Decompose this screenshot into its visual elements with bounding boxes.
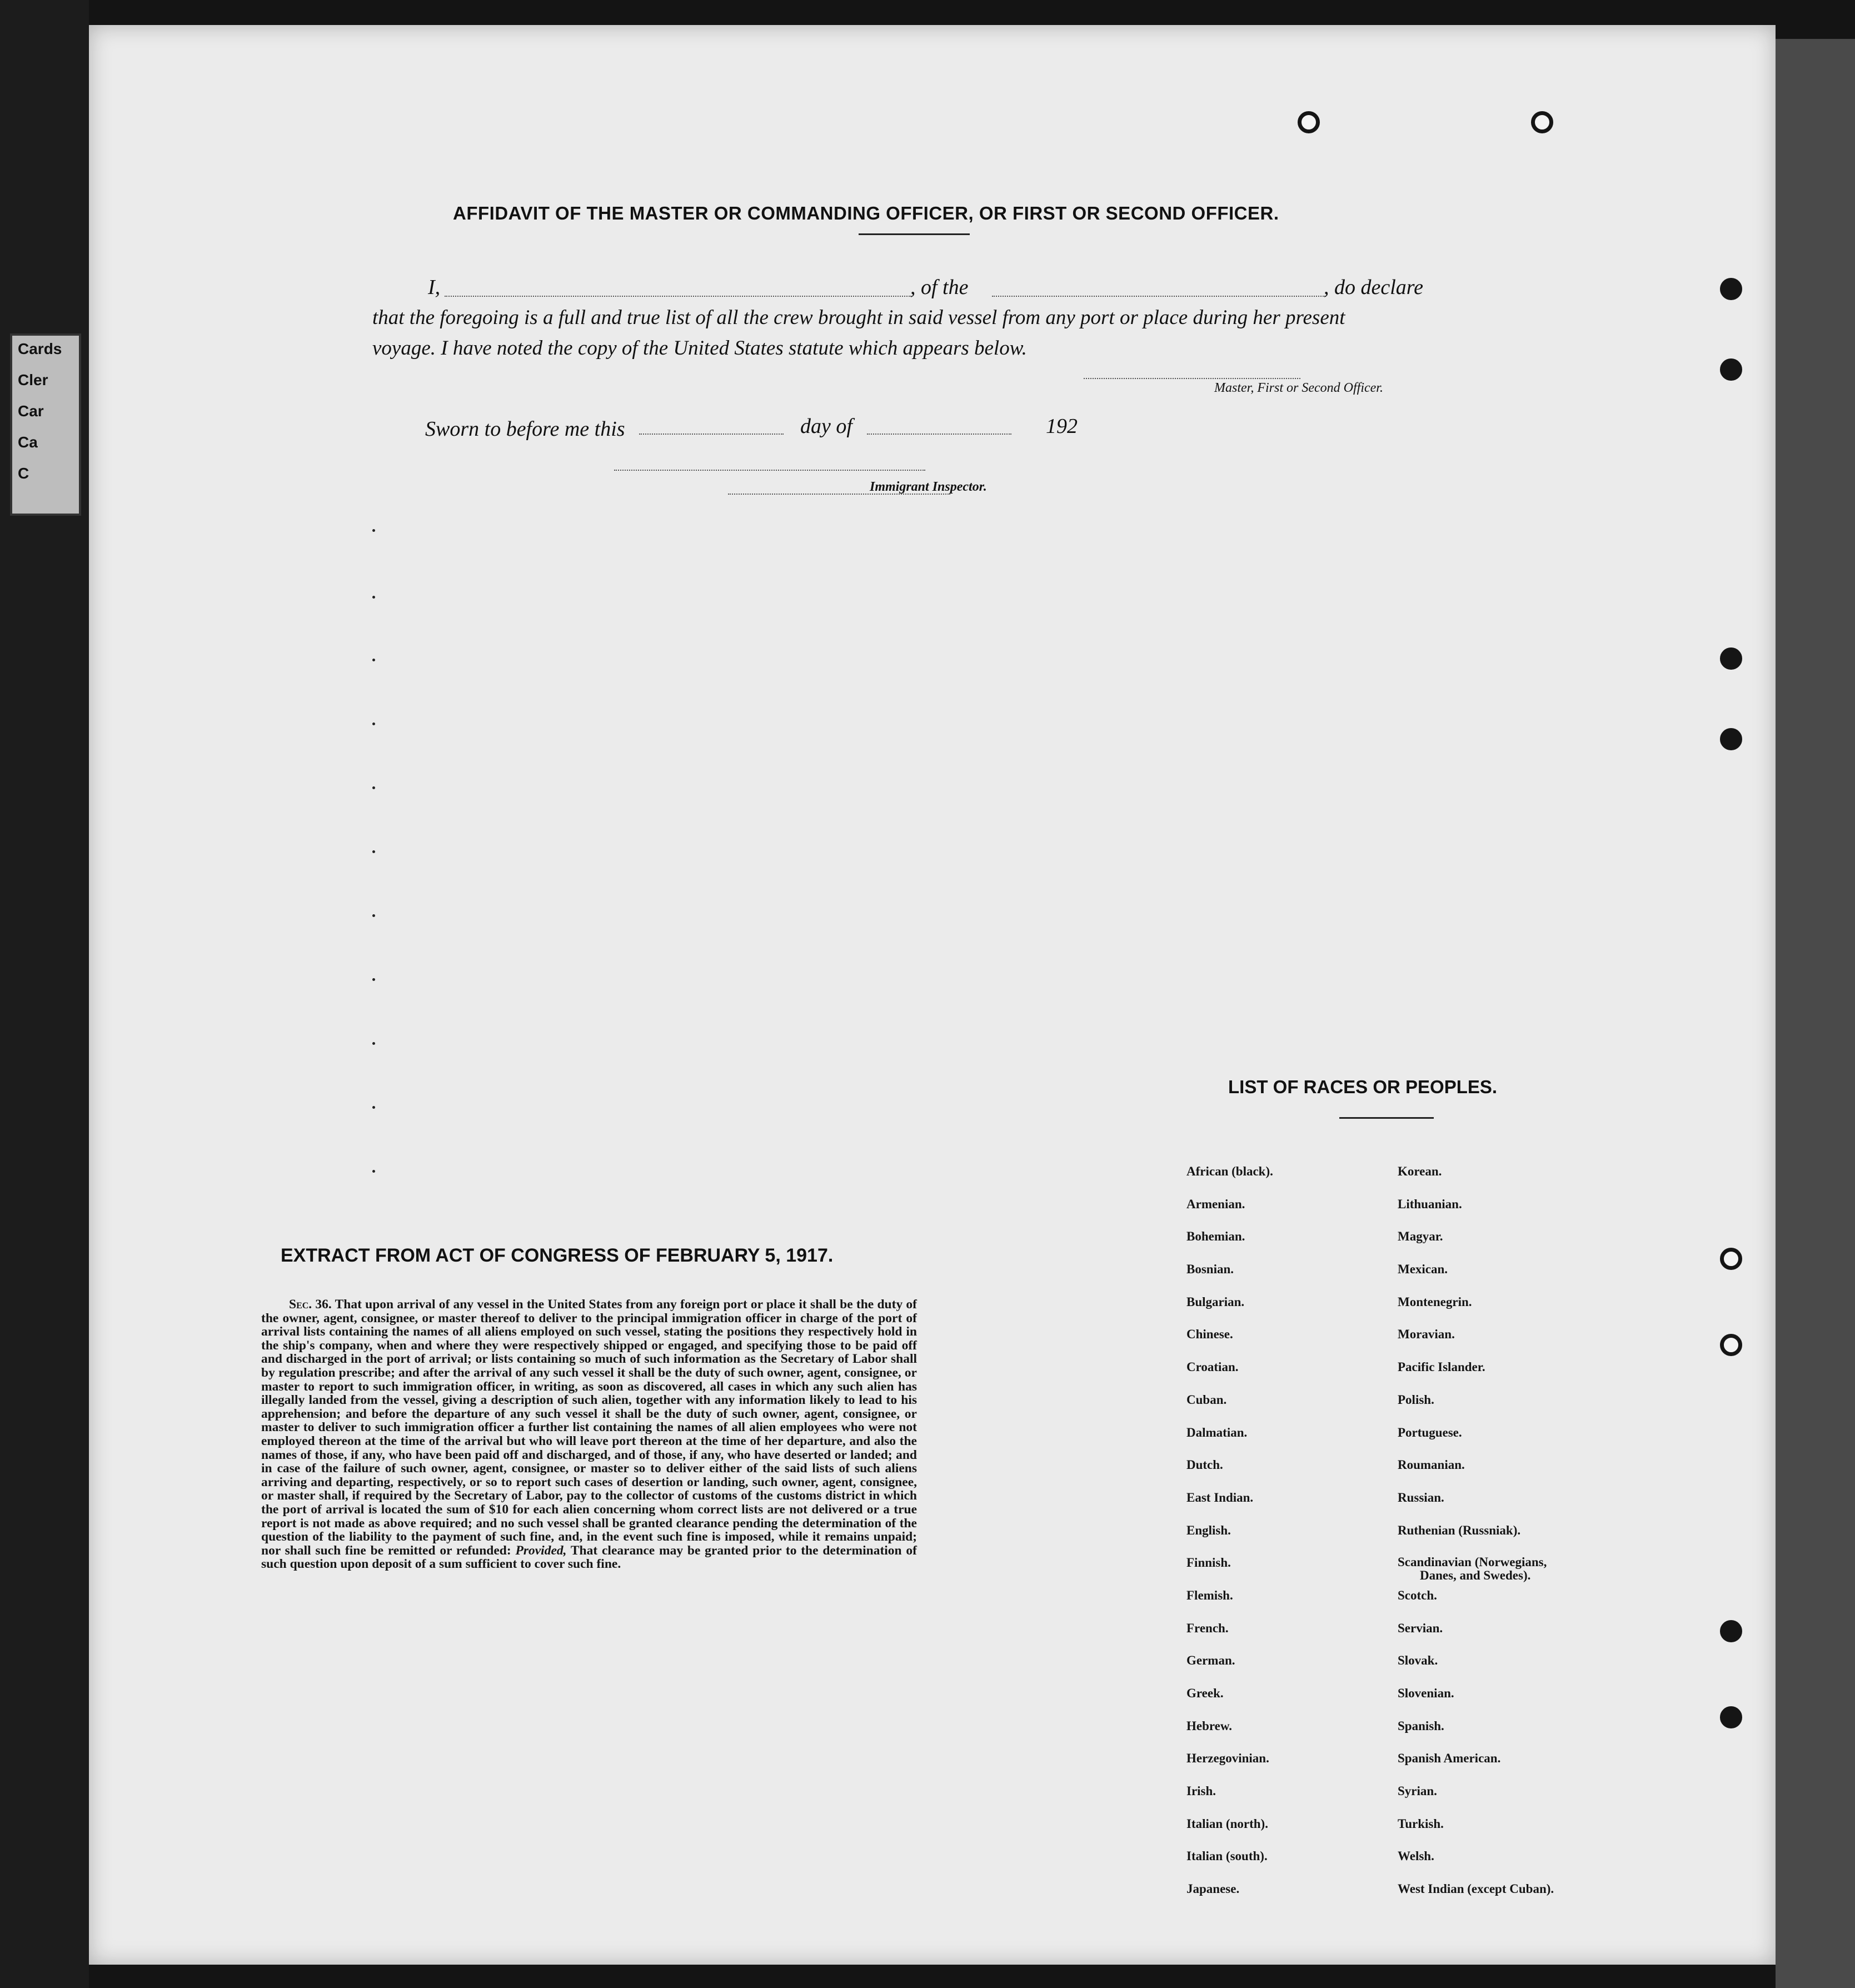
race-item: Welsh. (1398, 1849, 1434, 1864)
race-item: Mexican. (1398, 1262, 1448, 1277)
race-item: Moravian. (1398, 1327, 1455, 1342)
race-item: Hebrew. (1186, 1718, 1232, 1733)
race-item: French. (1186, 1621, 1229, 1635)
race-item: Servian. (1398, 1621, 1443, 1635)
race-item (1398, 1556, 1554, 1588)
master-signature-label: Master, First or Second Officer. (1214, 381, 1383, 395)
race-item-scandinavian-cont: Danes, and Swedes). (1420, 1568, 1531, 1583)
race-item: Finnish. (1186, 1556, 1231, 1570)
race-item: Bulgarian. (1186, 1294, 1245, 1309)
race-item: East Indian. (1186, 1490, 1254, 1504)
race-item: Spanish. (1398, 1718, 1444, 1733)
margin-dot (372, 723, 375, 725)
race-item: Dalmatian. (1186, 1425, 1248, 1439)
race-item: Lithuanian. (1398, 1197, 1462, 1211)
binder-hole-icon (1720, 1706, 1742, 1728)
year-label: 192 (1046, 415, 1078, 438)
race-item: Syrian. (1398, 1784, 1437, 1798)
race-item: Spanish American. (1398, 1751, 1501, 1766)
race-item: Montenegrin. (1398, 1294, 1472, 1309)
race-item: Greek. (1186, 1686, 1224, 1700)
extract-heading: EXTRACT FROM ACT OF CONGRESS OF FEBRUARY 5, 1917. (281, 1245, 834, 1266)
race-item: Ruthenian (Russniak). (1398, 1523, 1521, 1537)
card-index-tab (10, 333, 81, 516)
extract-body-text (261, 1298, 917, 1571)
affidavit-i-label: I, (428, 276, 441, 299)
race-item: Portuguese. (1398, 1425, 1462, 1439)
sworn-day-field[interactable] (639, 434, 784, 435)
margin-dot (372, 659, 375, 661)
races-heading-rule (1339, 1117, 1434, 1119)
race-item: African (black). (1186, 1164, 1273, 1178)
day-of-label: day of (800, 415, 852, 438)
margin-dot (372, 978, 375, 981)
binder-hole-icon (1720, 728, 1742, 750)
binder-hole-icon (1720, 647, 1742, 670)
race-item: Japanese. (1186, 1882, 1240, 1896)
race-item: Scotch. (1398, 1588, 1437, 1602)
margin-dot (372, 1106, 375, 1109)
document-page (89, 25, 1776, 1965)
margin-dot (372, 1042, 375, 1045)
race-item-scandinavian: Scandinavian (Norwegians, (1398, 1555, 1547, 1570)
left-border-strip (0, 0, 89, 1988)
inspector-label: Immigrant Inspector. (870, 480, 987, 494)
race-item: Irish. (1186, 1784, 1216, 1798)
affidavit-of-the-label: , of the (910, 276, 969, 299)
binder-hole-icon (1720, 1334, 1742, 1356)
extract-body-end: That clearance may be granted prior to the determination of such question upon deposit of a sum sufficient to cover such fine. (261, 1543, 917, 1572)
race-item: Slovenian. (1398, 1686, 1454, 1700)
margin-dot (372, 529, 375, 532)
race-item: West Indian (except Cuban). (1398, 1882, 1554, 1896)
race-item: Bohemian. (1186, 1229, 1245, 1244)
sworn-label: Sworn to before me this (425, 417, 625, 441)
extract-body: That upon arrival of any vessel in the United States from any foreign port or place it shall be the duty of the owner, agent, consignee, or master thereof to deliver to the principal immigration officer in charge of the port of arrival lists containing the names of all aliens employed on such vessel, stating the positions they respectively hold in the ship's company, when and where they were respectively shipped or engaged, and specifying those to be paid off and discharged in the port of arrival; or lists containing so much of such information as the Secretary of Labor shall by regulation prescribe; and after the arrival of any such vessel it shall be the duty of such owner, agent, consignee, or master to report to such immigration officer, in writing, as soon as discovered, all cases in which any such alien has illegally landed from the vessel, giving a description of such alien, together with any information likely to lead to his apprehension; and before the departure of any such vessel it shall be the duty of such owner, agent, consignee, or master to deliver to such immigration officer a further list containing the names of all alien employees who were not employed thereon at the time of the arrival but who will leave port thereon at the time of her departure, and also the names of those, if any, who have been paid off and discharged, and of those, if any, who have deserted or landed; and in case of the failure of such owner, agent, consignee, or master so to deliver either of the said lists of such aliens arriving and departing, respectively, or so to report such cases of desertion or landing, such owner, agent, consignee, or master shall, if required by the Secretary of Labor, pay to the collector of customs of the customs district in which the port of arrival is located the sum of $10 for each alien concerning whom correct lists are not delivered or a true report is not made as above required; and no such vessel shall be granted clearance pending the determination of the question of the liability to the payment of such fine, and, in the event such fine is imposed, while it remains unpaid; nor shall such fine be remitted or refunded: (261, 1297, 917, 1558)
card-tab-label-5: C (18, 465, 29, 482)
races-left-column (1186, 1164, 1273, 1915)
margin-dot (372, 1170, 375, 1173)
binder-hole-icon (1720, 1620, 1742, 1642)
margin-dot (372, 786, 375, 789)
margin-dot (372, 596, 375, 599)
race-item: Italian (north). (1186, 1816, 1268, 1831)
race-item: Chinese. (1186, 1327, 1233, 1342)
card-tab-label-4: Ca (18, 434, 38, 451)
affidavit-heading: AFFIDAVIT OF THE MASTER OR COMMANDING OFFICER, OR FIRST OR SECOND OFFICER. (453, 203, 1279, 223)
race-item: Armenian. (1186, 1197, 1245, 1211)
binder-hole-icon (1720, 1248, 1742, 1270)
affidavit-body-line-3: voyage. I have noted the copy of the United States statute which appears below. (372, 337, 1027, 360)
master-name-field[interactable] (445, 296, 911, 297)
card-tab-label-1: Cards (18, 340, 62, 357)
race-item: Polish. (1398, 1392, 1434, 1407)
affidavit-heading-rule (859, 233, 970, 235)
binder-hole-icon (1720, 358, 1742, 381)
sworn-month-field[interactable] (867, 434, 1011, 435)
race-item: English. (1186, 1523, 1231, 1537)
race-item: Turkish. (1398, 1816, 1444, 1831)
race-item: Roumanian. (1398, 1458, 1465, 1472)
race-item: Bosnian. (1186, 1262, 1234, 1277)
right-border-strip (1776, 39, 1855, 1988)
master-signature-field[interactable] (1084, 378, 1300, 379)
margin-dot (372, 914, 375, 917)
binder-hole-icon (1720, 278, 1742, 300)
binder-hole-icon (1531, 111, 1553, 133)
race-item: Korean. (1398, 1164, 1442, 1178)
races-right-column (1398, 1164, 1554, 1915)
race-item: Italian (south). (1186, 1849, 1268, 1864)
vessel-name-field[interactable] (992, 296, 1325, 297)
race-item: Dutch. (1186, 1458, 1223, 1472)
affidavit-do-declare-label: , do declare (1324, 276, 1424, 299)
margin-dot (372, 850, 375, 853)
races-heading: LIST OF RACES OR PEOPLES. (1228, 1077, 1498, 1097)
race-item: Slovak. (1398, 1653, 1438, 1668)
race-item: Cuban. (1186, 1392, 1227, 1407)
extract-section-label: Sec. 36. (289, 1297, 332, 1312)
card-tab-label-3: Car (18, 402, 44, 420)
affidavit-body-line-2: that the foregoing is a full and true list of all the crew brought in said vessel from any port or place during her present (372, 306, 1345, 329)
race-item: German. (1186, 1653, 1235, 1668)
race-item: Croatian. (1186, 1360, 1239, 1374)
card-tab-label-2: Cler (18, 371, 48, 388)
extract-provided-label: Provided, (515, 1543, 567, 1558)
race-item: Herzegovinian. (1186, 1751, 1269, 1766)
race-item: Magyar. (1398, 1229, 1443, 1244)
race-item: Russian. (1398, 1490, 1444, 1504)
binder-hole-icon (1298, 111, 1320, 133)
race-item: Pacific Islander. (1398, 1360, 1485, 1374)
race-item: Flemish. (1186, 1588, 1233, 1602)
inspector-signature-line[interactable] (614, 470, 925, 471)
